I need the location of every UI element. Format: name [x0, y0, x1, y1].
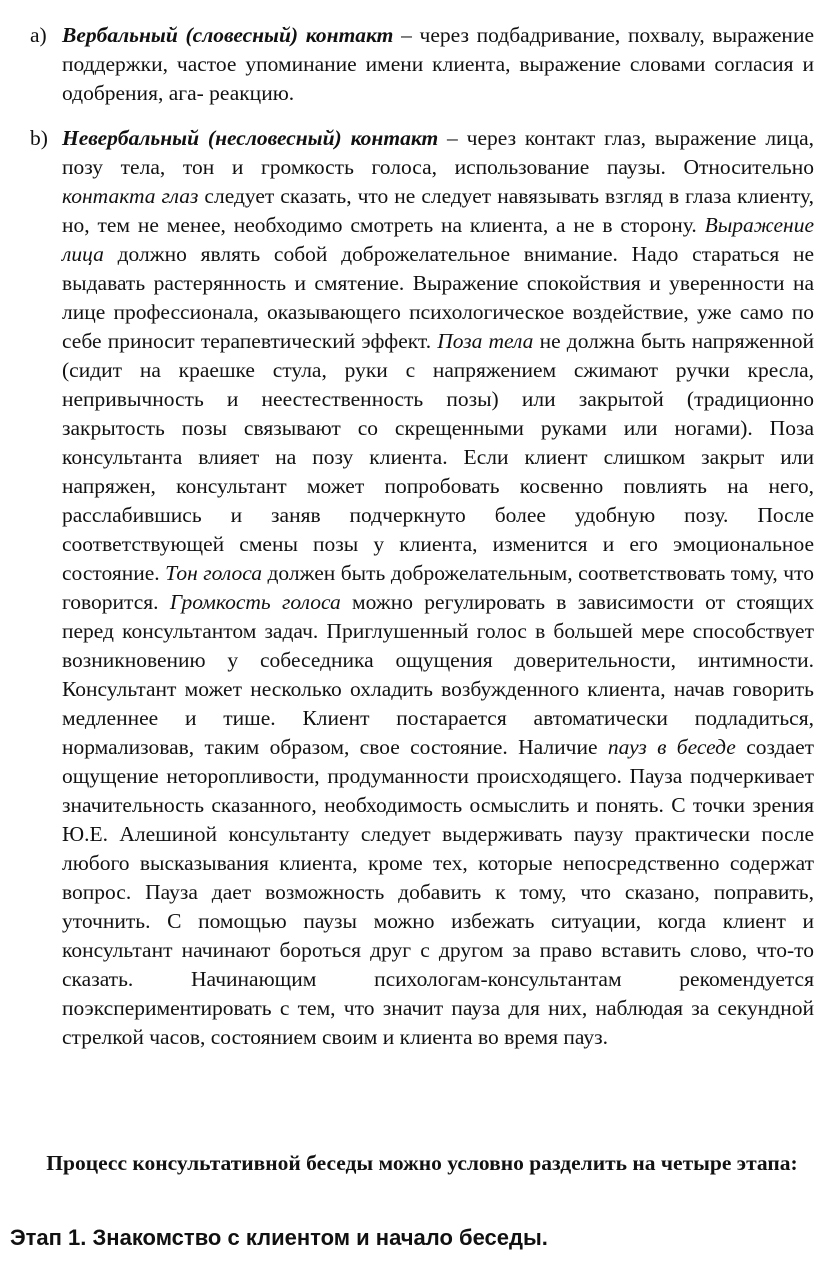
- emphasis-voice-tone: Тон голоса: [165, 561, 262, 585]
- emphasis-eye-contact: контакта глаз: [62, 184, 199, 208]
- emphasis-voice-volume: Громкость голоса: [169, 590, 341, 614]
- term-nonverbal-contact: Невербальный (несловесный) контакт: [62, 126, 439, 150]
- paragraph-text: создает ощущение неторопливости, продуманности происходящего. Пауза подчеркивает значительность сказанного, необходимость осмыслить и понять. С точки зрения Ю.Е. Алешиной консультанту следует выдерживать паузу практически после любого высказывания клиента, кроме тех, которые непосредственно содержат вопрос. Пауза дает возможность добавить к тому, что сказано, поправить, уточнить. С помощью паузы можно избежать ситуации, когда клиент и консультант начинают бороться друг с другом за право вставить слово, что-то сказать. Начинающим психологам-консультантам рекомендуется поэкспериментировать с тем, что значит пауза для них, наблюдая за секундной стрелкой часов, состоянием своим и клиента во время пауз.: [62, 735, 815, 1049]
- list-marker-b: b): [30, 126, 48, 150]
- section-summary-heading: Процесс консультативной беседы можно условно разделить на четыре этапа:: [46, 1151, 798, 1175]
- emphasis-pauses: пауз в беседе: [607, 735, 736, 759]
- stage-heading: Этап 1. Знакомство с клиентом и начало беседы.: [10, 1225, 548, 1250]
- emphasis-body-posture: Поза тела: [437, 329, 534, 353]
- list-marker-a: a): [30, 23, 47, 47]
- list-item-nonverbal-contact: [30, 124, 816, 1052]
- paragraph-text: можно регулировать в зависимости от стоящих перед консультантом задач. Приглушенный голос в большей мере способствует возникновению у собеседника ощущения доверительности, интимности. Консультант может несколько охладить возбужденного клиента, начав говорить медленнее и тише. Клиент постарается автоматически подладиться, нормализовав, таким образом, свое состояние. Наличие: [62, 590, 815, 759]
- paragraph-text: следует сказать, что не следует навязывать взгляд в глаза клиенту, но, тем не менее, необходимо смотреть на клиента, а не в сторону.: [62, 184, 814, 237]
- paragraph-text: не должна быть напряженной (сидит на краешке стула, руки с напряжением сжимают ручки кресла, непривычность и неестественность позы) или закрытой (традиционно закрытость позы связывают со скрещенными руками или ногами). Поза консультанта влияет на позу клиента. Если клиент слишком закрыт или напряжен, консультант может попробовать косвенно повлиять на него, расслабившись и заняв подчеркнуто более удобную позу. После соответствующей смены позы у клиента, изменится и его эмоциональное состояние.: [62, 329, 814, 585]
- list-item-body: [62, 21, 814, 108]
- paragraph-text: – через контакт глаз, выражение лица, позу тела, тон и громкость голоса, использование паузы. Относительно: [62, 126, 814, 179]
- list-item-body: [62, 124, 814, 1052]
- term-verbal-contact: Вербальный (словесный) контакт: [62, 23, 394, 47]
- emphasis-facial-expression: Выражение лица: [62, 213, 814, 266]
- paragraph-text: должно являть собой доброжелательное внимание. Надо стараться не выдавать растерянность и смятение. Выражение спокойствия и уверенности на лице профессионала, оказывающего психологическое воздействие, уже само по себе приносит терапевтический эффект.: [62, 242, 814, 353]
- list-item-verbal-contact: [30, 21, 816, 108]
- paragraph-text: – через подбадривание, похвалу, выражение поддержки, частое упоминание имени клиента, выражение словами согласия и одобрения, ага- реакцию.: [62, 23, 814, 105]
- paragraph-text: должен быть доброжелательным, соответствовать тому, что говорится.: [62, 561, 814, 614]
